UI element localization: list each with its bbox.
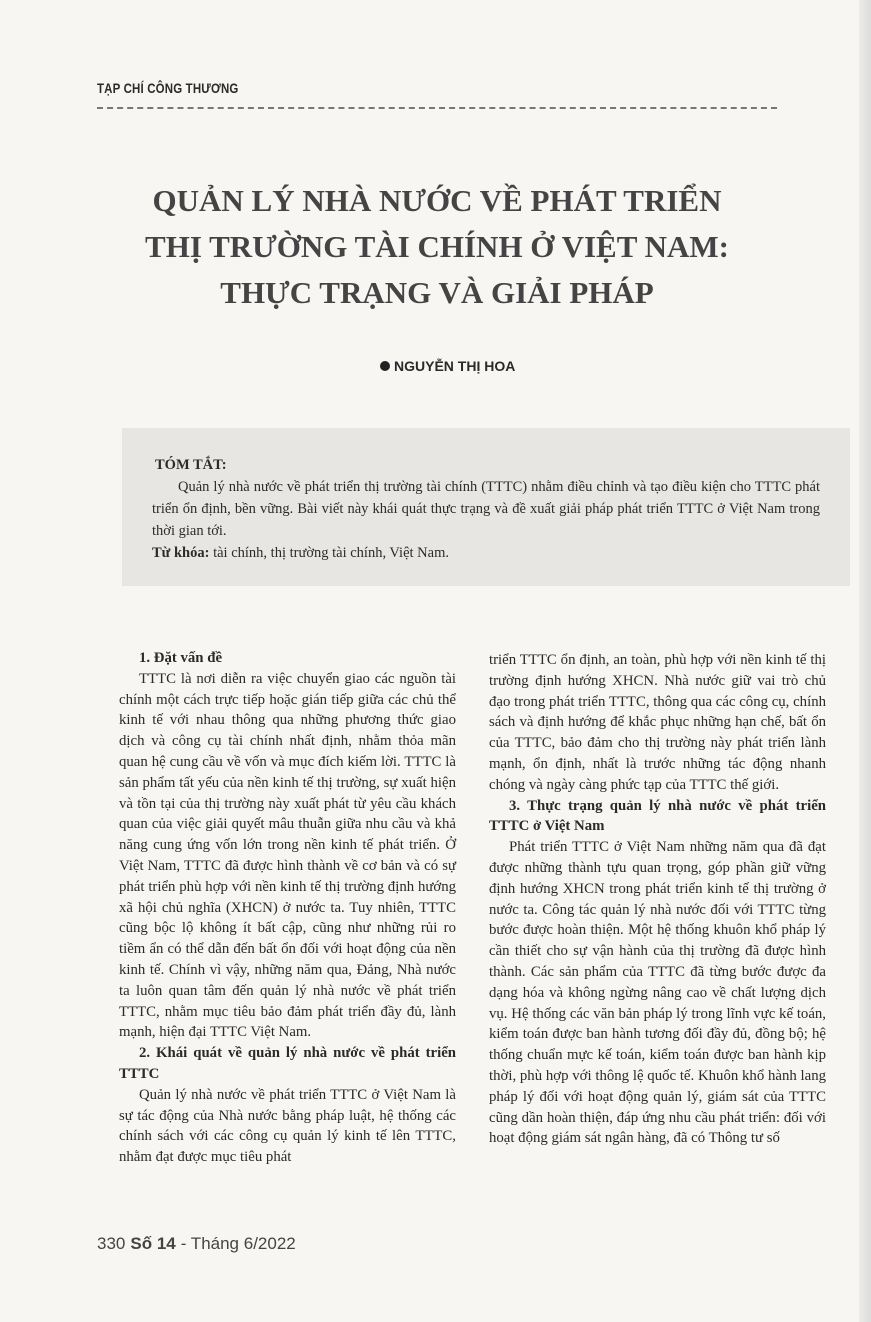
scan-edge <box>859 0 871 1322</box>
section-2-heading: 2. Khái quát về quản lý nhà nước về phát triển TTTC <box>119 1045 456 1082</box>
section-1-heading: 1. Đặt vấn đề <box>139 650 223 666</box>
section-1-paragraph: TTTC là nơi diễn ra việc chuyển giao các nguồn tài chính một cách trực tiếp hoặc gián tiếp giữa các chủ thể kinh tế với nhau thông qua những phương thức giao dịch và công cụ tài chính nhất định, nhằm thỏa mãn quan hệ cung cầu về vốn và mục đích kiếm lời. TTTC là sản phẩm tất yếu của nền kinh tế thị trường, sự xuất hiện và tồn tại của thị trường này xuất phát từ yêu cầu khách quan của việc giải quyết mâu thuẫn giữa nhu cầu và khả năng cung ứng vốn lớn trong nền kinh tế phát triển. Ở Việt Nam, TTTC đã được hình thành về cơ bản và có sự phát triển phù hợp với nền kinh tế thị trường định hướng xã hội chủ nghĩa (XHCN) ở nước ta. Tuy nhiên, TTTC cũng bộc lộ không ít bất cập, cũng như những rủi ro tiềm ẩn có thể dẫn đến bất ổn đối với hoạt động của nền kinh tế. Chính vì vậy, những năm qua, Đảng, Nhà nước ta luôn quan tâm đến quản lý nhà nước về phát triển TTTC, nhằm mục tiêu bảo đảm phát triển đầy đủ, lành mạnh, hiện đại TTTC Việt Nam. <box>119 670 456 1041</box>
section-2-paragraph-continued: triển TTTC ổn định, an toàn, phù hợp với nền kinh tế thị trường định hướng XHCN. Nhà nước giữ vai trò chủ đạo trong phát triển TTTC, thông qua các công cụ, chính sách và định hướng để khắc phục những hạn chế, bất ổn của TTTC, bảo đảm cho thị trường này phát triển lành mạnh, ổn định, nhất là trước những tác động nhanh chóng và ngày càng phức tạp của TTTC thế giới. <box>489 652 826 793</box>
page-number: 330 <box>97 1234 126 1253</box>
page-footer <box>97 1234 296 1254</box>
bullet-icon <box>380 361 390 371</box>
section-3-heading: 3. Thực trạng quản lý nhà nước về phát triển TTTC ở Việt Nam <box>489 797 826 835</box>
abstract-box <box>122 428 850 586</box>
keywords-label: Từ khóa: <box>152 545 210 561</box>
author-name: NGUYỄN THỊ HOA <box>394 358 516 374</box>
keywords-line <box>152 542 820 564</box>
section-3-paragraph: Phát triển TTTC ở Việt Nam những năm qua đã đạt được những thành tựu quan trọng, góp phần giữ vững định hướng XHCN trong phát triển kinh tế thị trường ở nước ta. Công tác quản lý nhà nước đối với TTTC từng bước được hoàn thiện. Một hệ thống khuôn khổ pháp lý cần thiết cho sự vận hành của thị trường đã được hình thành. Các sản phẩm của TTTC đã từng bước được đa dạng hóa và không ngừng nâng cao về chất lượng dịch vụ. Hệ thống các văn bản pháp lý trong lĩnh vực kế toán, kiểm toán được ban hành tương đối đầy đủ, đồng bộ; hệ thống chuẩn mực kế toán, kiểm toán được ban hành kịp thời, phù hợp với thông lệ quốc tế. Khuôn khổ hành lang pháp lý đối với hoạt động quản lý, giám sát của TTTC cũng dần hoàn thiện, đáp ứng nhu cầu phát triển: đối với hoạt động giám sát ngân hàng, đã có Thông tư số <box>489 839 826 1147</box>
title-line-3: THỰC TRẠNG VÀ GIẢI PHÁP <box>220 275 654 310</box>
article-title <box>97 178 777 316</box>
abstract-label: TÓM TẮT: <box>155 457 227 473</box>
header-rule <box>97 107 777 109</box>
issue-date: - Tháng 6/2022 <box>180 1234 296 1253</box>
title-line-2: THỊ TRƯỜNG TÀI CHÍNH Ở VIỆT NAM: <box>145 229 729 264</box>
body-column-right <box>489 650 826 1149</box>
issue-label: Số 14 <box>130 1234 176 1253</box>
abstract-content <box>152 454 820 564</box>
keywords-text: tài chính, thị trường tài chính, Việt Nam. <box>209 545 449 561</box>
section-2-paragraph: Quản lý nhà nước về phát triển TTTC ở Việt Nam là sự tác động của Nhà nước bằng pháp luật, hệ thống các chính sách với các công cụ quản lý kinh tế lên TTTC, nhằm đạt được mục tiêu phát <box>119 1086 456 1166</box>
body-column-left <box>119 648 456 1168</box>
abstract-text: Quản lý nhà nước về phát triển thị trường tài chính (TTTC) nhằm điều chỉnh và tạo điều kiện cho TTTC phát triển ổn định, bền vững. Bài viết này khái quát thực trạng và đề xuất giải pháp phát triển TTTC ở Việt Nam trong thời gian tới. <box>152 479 820 539</box>
title-line-1: QUẢN LÝ NHÀ NƯỚC VỀ PHÁT TRIỂN <box>152 183 722 218</box>
journal-name: TẠP CHÍ CÔNG THƯƠNG <box>97 80 239 96</box>
author-line <box>380 358 515 374</box>
